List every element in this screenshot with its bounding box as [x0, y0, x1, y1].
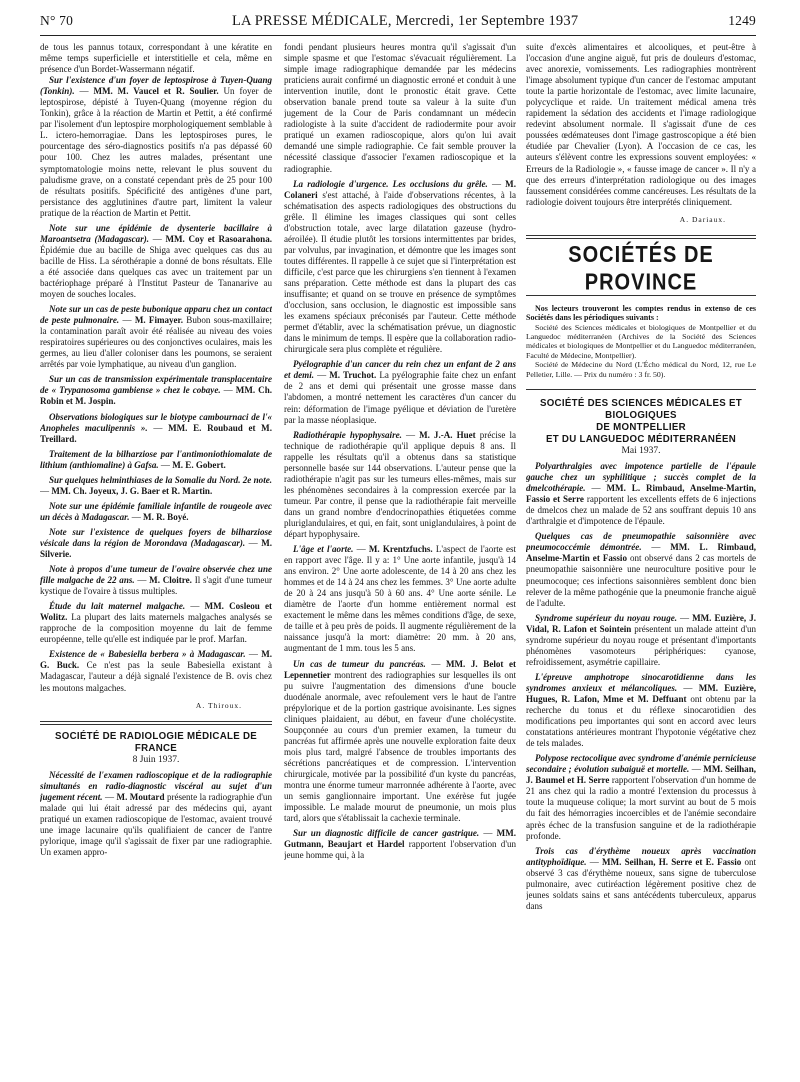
item-authors: M. G. Buck. — [40, 649, 272, 671]
communication-item: Un cas de tumeur du pancréas. — MM. J. Belot et Lepennetier montrent des radiographies sur lesquelles ils ont pu suivre l'augmentation des dimensions d'une boucle duodénale anormale, avec refoulement vers le haut de l'antre prépylorique et de la portion gastrique avoisinante. Les signes cliniques plaidaient, au début, en faveur d'une cholécystite. Soupçonnée au cours d'un premier examen, la tumeur du pancréas fut affirmée après une nouvelle exploration faite deux mois plus tard, malgré l'absence de troubles importants des sécrétions pancréatiques et de compression. L'intervention chirurgicale, motivée par la possibilité d'un kyste du pancréas, montra une énorme tumeur marronnée adhérente à l'aorte, avec un semis ganglionnaire important. Une exérèse fut jugée impossible. Le malade mourut de pneumonie, un mois plus tard, alors que s'établissait la cachexie terminale. — [284, 658, 516, 824]
column-3 — [526, 42, 756, 1072]
item-authors: M. Fimayer. — [134, 315, 183, 326]
item-title: Pyélographie d'un cancer du rein chez un enfant de 2 ans et demi. — [284, 359, 516, 381]
item-text: Un foyer de leptospirose, dépisté à Tuyen-Quang (moyenne région du Tonkin), grâce à la réaction de Martin et Pettit, a été confirmé par l'isolement d'un leptospire morphologiquement semblable à L. ictero-hemorragiae. Dans les leptospiroses pures, le pourcentage des séro-diagnostics positifs n'a pas dépassé 60 pour 100. Chez les autres malades, présentant une symptomatologie moins nette, relevant le plus souvent du paludisme grave, on a constaté cependant près de 25 pour 100 de résultats positifs. Spécificité des antigènes d'une part, persistance des agglutinines d'autre part, limitent la valeur pratique de la réaction de Martin et Pettit. — [40, 86, 272, 218]
communication-item: Sur un cas de transmission expérimentale transplacentaire de « Trypanosoma gambiense » chez le cobaye. — MM. Ch. Robin et M. Jospin. — [40, 374, 272, 407]
item-text: rapportent l'observation d'un jeune homme qui, à la — [284, 839, 516, 861]
communication-item: Note sur une épidémie de dysenterie bacillaire à Maroantsetra (Madagascar). — MM. Coy et Rasoarahona. Épidémie due au bacille de Shiga avec quelques cas dus au bacille de Hiss. La sérothérapie a donné de bons résultats. Elle a été associée dans quelques cas avec un traitement par un bactériophage préparé à l'Institut Pasteur de Tananarive au moyen de souches locales. — [40, 222, 272, 300]
item-title: Traitement de la bilharziose par l'antimoniothiomalate de lithium (anthiomaline) à Gafsa. — [40, 448, 272, 470]
item-text: précise la technique de radiothérapie qu'il applique depuis 8 ans. Il rappelle les résultats qu'il a obtenus dans sa statistique personnelle basée sur 144 observations. L'auteur pense que la radiothérapie n'agit pas sur les tumeurs elles-mêmes, mais sur les phénomènes secondaires à la compression exercée par la tumeur. Par contre, il pense que la radiothérapie fait merveille dans un grand nombre d'endocrinopathies étiquetées comme pluriglandulaires, et qui, en fait, sont uniglandulaires, à point de départ hypophysaire. — [284, 429, 516, 540]
society-title: DE MONTPELLIER — [596, 422, 686, 433]
item-authors: MM. L. Rimbaud, Anselme-Martin, Fassio et Serre — [526, 483, 756, 505]
item-authors: M. Colaneri — [284, 178, 516, 200]
communication-item: Sur un diagnostic difficile de cancer gastrique. — MM. Gutmann, Beaujart et Hardel rapportent l'observation d'un jeune homme qui, à la — [284, 828, 516, 861]
item-authors: M. Truchot. — [329, 370, 377, 381]
item-title: Note à propos d'une tumeur de l'ovaire observée chez une fille malgache de 22 ans. — [40, 564, 272, 586]
item-authors: MM. Euzière, Hugues, R. Lafon, Mme et M. Deffuant — [526, 682, 756, 704]
item-authors: MM. Cosleou et Wolitz. — [40, 601, 272, 623]
item-authors: M. Cloitre. — [149, 575, 192, 586]
item-authors: MM. L. Rimbaud, Anselme-Martin et Fassio — [526, 542, 756, 564]
issue-number: N° 70 — [40, 13, 74, 28]
communication-item: La radiologie d'urgence. Les occlusions du grêle. — M. Colaneri s'est attaché, à l'aide d'observations récentes, à la schématisation des aspects radiologiques des obstructions du grêle. Il élimine les images classiques qui sont celles d'obstruction totale, avec large dilatation gazeuse (hydro-aéroilée). Il étudie plutôt les torsions intermittentes par brides, par volvulus, par invagination, et démontre que les images sont toutes différentes. Il rappelle à ce sujet que si l'interprétation est difficile, c'est parce que les chirurgiens s'en tiennent à l'examen sans préparation. Cette méthode est dans la plupart des cas insuffisante; et quand on se trouve en présence de symptômes d'occlusion, sans occlusion, le diagnostic est impossible sans les examens spéciaux préconisés par l'auteur. Cette méthode permet d'établir, avec la schématisation prévue, un diagnostic dans le minimum de temps. Il espère que la collaboration radio-chirurgicale sera plus complète et régulière. — [284, 178, 516, 355]
communication-item: Polypose rectocolique avec syndrome d'anémie pernicieuse secondaire ; évolution subaiguë et mortelle. — MM. Seilhan, J. Baumel et H. Serre rapportent l'observation d'un homme de 21 ans chez qui la radio a montré l'extension du processus à toute la muqueuse colique; la mort survint au bout de 5 mois du fait des hémorragies incoercibles et de l'anémie secondaire après échec de la transfusion sanguine et de la radiothérapie profonde. — [526, 753, 756, 841]
item-authors: M. E. Gobert. — [172, 459, 226, 470]
item-authors: MM. Seilhan, H. Serre et E. Fassio — [602, 856, 742, 867]
communication-item: Radiothérapie hypophysaire. — M. J.-A. Huet précise la technique de radiothérapie qu'il applique depuis 8 ans. Il rappelle les résultats qu'il a obtenus dans sa statistique personnelle basée sur 144 observations. L'auteur pense que la radiothérapie n'agit pas sur les tumeurs elles-mêmes, mais sur les phénomènes secondaires à la compression exercée par la tumeur. Par contre, il pense que la radiothérapie fait merveille dans un grand nombre d'endocrinopathies étiquetées comme pluriglandulaires, et qui, en fait, sont uniglandulaires, à point de départ hypophysaire. — [284, 429, 516, 540]
item-text: Bubon sous-maxillaire; la contamination paraît avoir été réalisée au niveau des voies respiratoires supérieures ou des conjonctives oculaires, mais les germes, au lieu d'aller coloniser dans les poumons, se seraient arrêtés par voie lymphatique, au niveau d'un ganglion. — [40, 315, 272, 370]
report-signature: A. Dariaux. — [679, 214, 726, 224]
session-date: Mai 1937. — [621, 446, 661, 456]
item-text: montrent des radiographies sur lesquelles ils ont pu suivre l'augmentation des dimensions d'une boucle duodénale anormale, avec refoulement vers le haut de l'antre prépylorique et de la portion gastrique avoisinante. Les signes cliniques plaidaient, au début, en faveur d'une cholécystite. Soupçonnée au cours d'un premier examen, la tumeur du pancréas fut affirmée après une nouvelle exploration faite deux mois plus tard, malgré l'absence de troubles importants des sécrétions pancréatiques et de compression. L'intervention chirurgicale, motivée par la possibilité d'un kyste du pancréas, montra une énorme tumeur marronnée adhérente à l'aorte, avec un semis ganglionnaire important. Une exérèse fut jugée impossible. Le malade mourut de pneumonie, un mois plus tard, alors que s'établissait la cachexie terminale. — [284, 669, 516, 824]
section-divider — [40, 721, 272, 725]
item-authors: MM. M. Vaucel et R. Soulier. — [93, 86, 219, 97]
communication-item: Note sur une épidémie familiale infantile de rougeole avec un décès à Madagascar. — M. R. Boyé. — [40, 500, 272, 522]
page-number: 1249 — [728, 13, 756, 28]
communication-item: Note sur l'existence de quelques foyers de bilharziose vésicale dans la région de Morondava (Madagascar). — M. Silverie. — [40, 526, 272, 560]
item-authors: MM. Gutmann, Beaujart et Hardel — [284, 828, 516, 850]
communication-item: Note à propos d'une tumeur de l'ovaire observée chez une fille malgache de 22 ans. — M. Cloitre. Il s'agit d'une tumeur kystique de l'ovaire à tissus multiples. — [40, 564, 272, 597]
item-title: Note sur une épidémie familiale infantile de rougeole avec un décès à Madagascar. — [40, 500, 272, 522]
item-title: Trois cas d'érythème noueux après vaccination antityphoïdique. — [526, 845, 756, 867]
communication-item: Syndrome supérieur du noyau rouge. — MM. Euzière, J. Vidal, R. Lafon et Sointein présentent un malade atteint d'un syndrome supérieur du noyau rouge et présentant d'importants phénomènes vasomoteurs périphériques: cyanose, refroidissement, asymétrie capillaire. — [526, 612, 756, 667]
header-rule — [40, 35, 756, 36]
item-title: Sur un cas de transmission expérimentale transplacentaire de « Trypanosoma gambiense » chez le cobaye. — [40, 374, 272, 396]
item-title: Polypose rectocolique avec syndrome d'anémie pernicieuse secondaire ; évolution subaiguë et mortelle. — [526, 753, 756, 775]
item-authors: M. Silverie. — [40, 537, 272, 560]
item-text: s'est attaché, à l'aide d'observations récentes, à la schématisation des aspects radiologiques des obstructions du grêle. Il élimine les images classiques qui sont celles d'obstruction totale, avec large dilatation gazeuse (hydro-aéroilée). Il étudie plutôt les torsions intermittentes par brides, par volvulus, par invagination, et démontre que les images sont toutes différentes. Il rappelle à ce sujet que si l'interprétation est difficile, c'est parce que les chirurgiens s'en tiennent à l'examen sans préparation. Cette méthode est dans la plupart des cas insuffisante; et quand on se trouve en présence de symptômes d'occlusion, sans occlusion, le diagnostic est impossible sans les examens spéciaux préconisés par l'auteur. Cette méthode permet d'établir, avec la schématisation prévue, un diagnostic dans le minimum de temps. Il espère que la collaboration radio-chirurgicale sera plus complète et régulière. — [284, 189, 516, 355]
item-title: La radiologie d'urgence. Les occlusions du grêle. — [293, 178, 488, 189]
item-authors: MM. E. Roubaud et M. Treillard. — [40, 422, 272, 444]
column-2 — [284, 42, 516, 1072]
communication-item: Étude du lait maternel malgache. — MM. Cosleou et Wolitz. La plupart des laits maternels malgaches analysés se rapproche de la composition moyenne du lait de femme européenne, telle qu'elle est indiquée par le prof. Marfan. — [40, 601, 272, 645]
communication-item: Sur l'existence d'un foyer de leptospirose à Tuyen-Quang (Tonkin). — MM. M. Vaucel et R. Soulier. Un foyer de leptospirose, dépisté à Tuyen-Quang (moyenne région du Tonkin), grâce à la réaction de Martin et Pettit, a été confirmé par l'isolement d'un leptospire morphologiquement semblable à L. ictero-hemorragiae. Dans les leptospiroses pures, le pourcentage des séro-diagnostics positifs n'a pas dépassé 60 pour 100. Chez les autres malades, présentant une symptomatologie moins nette, relevant le plus souvent du paludisme grave, on a constaté cependant près de 25 pour 100 de résultats positifs. Spécificité des antigènes d'une part, persistance des agglutinines d'autre part, limitent la valeur pratique de la réaction de Martin et Pettit. — [40, 75, 272, 218]
item-authors: MM. Ch. Robin et M. Jospin. — [40, 385, 272, 407]
item-title: Polyarthralgies avec impotence partielle de l'épaule gauche chez un syphilitique ; succès complet de la dmelcothérapie. — [526, 461, 756, 494]
item-text: présentent un malade atteint d'un syndrome supérieur du noyau rouge et présentant d'importants phénomènes vasomoteurs périphériques: cyanose, refroidissement, asymétrie capillaire. — [526, 623, 756, 667]
item-text: L'aspect de l'aorte est en rapport avec l'âge. Il y a: 1° Une aorte infantile, jusqu'à 14 ans environ. 2° Une aorte adolescente, de 14 à 20 ans chez les hommes et de 14 à 24 ans chez les femmes. 3° Une aorte adulte de 20 à 24 ans jusqu'à 50 à 60 ans. 4° Une aorte sénile. Le diamètre de l'aorte d'un homme entièrement normal est exactement le même dans les mêmes conditions d'âge, de sexe, de taille et à peu près de poids. Il augmente régulièrement de la naissance jusqu'à la mort: diamètre: 20 mm. à 20 ans, augmentant de 1 mm. tous les 5 ans. — [284, 544, 516, 654]
communication-item: L'âge et l'aorte. — M. Krentzfuchs. L'aspect de l'aorte est en rapport avec l'âge. Il y a: 1° Une aorte infantile, jusqu'à 14 ans environ. 2° Une aorte adolescente, de 14 à 20 ans chez les hommes et de 14 à 24 ans chez les femmes. 3° Une aorte adulte de 20 à 24 ans jusqu'à 50 à 60 ans. 4° Une aorte sénile. Le diamètre de l'aorte d'un homme entièrement normal est exactement le même dans les mêmes conditions d'âge, de sexe, de taille et à peu près de poids. Il augmente régulièrement de la naissance jusqu'à la mort: diamètre: 20 mm. à 20 ans, augmentant de 1 mm. tous les 5 ans. — [284, 544, 516, 654]
item-title: Note sur une épidémie de dysenterie bacillaire à Maroantsetra (Madagascar). — [40, 222, 272, 244]
item-text: La plupart des laits maternels malgaches analysés se rapproche de la composition moyenne du lait de femme européenne, telle qu'elle est indiquée par le prof. Marfan. — [40, 612, 272, 645]
page-header — [40, 13, 756, 33]
column-1 — [40, 42, 272, 1072]
item-text: présente la radiographie d'un malade qui lui était adressé par des médecins qui, ayant pratiqué un examen radioscopique de l'estomac, avaient trouvé une image lacunaire qu'ils qualifiaient de cancer de l'antre pylorique, image qu'il s'agissait de fixer par une radiographie. Un examen appro- — [40, 791, 272, 857]
item-title: Note sur l'existence de quelques foyers de bilharziose vésicale dans la région de Morondava (Madagascar). — [40, 526, 272, 548]
item-authors: MM. J. Belot et Lepennetier — [284, 658, 516, 680]
intro-periodical: Société des Sciences médicales et biologiques de Montpellier et du Languedoc méditerranéen (Archives de la Société des Sciences médicales et biologiques de Montpellier et du Languedoc méditerranéen, Faculté de Médecine, Montpellier). — [526, 322, 756, 360]
session-date: 8 Juin 1937. — [132, 754, 180, 765]
society-title: SOCIÉTÉ DE RADIOLOGIE MÉDICALE DE FRANCE — [54, 730, 258, 754]
item-title: Un cas de tumeur du pancréas. — [293, 658, 426, 669]
society-title: ET DU LANGUEDOC MÉDITERRANÉEN — [545, 434, 737, 445]
communication-item: Note sur un cas de peste bubonique apparu chez un contact de peste pulmonaire. — M. Fimayer. Bubon sous-maxillaire; la contamination paraît avoir été réalisée au niveau des voies respiratoires supérieures ou des conjonctives oculaires, mais les germes, au lieu d'aller coloniser dans les poumons, se seraient arrêtés par voie lymphatique, au niveau d'un ganglion. — [40, 304, 272, 370]
report-signature: A. Thiroux. — [195, 700, 242, 710]
item-title: Radiothérapie hypophysaire. — [293, 429, 402, 440]
item-authors: M. J.-A. Huet — [419, 429, 476, 440]
communication-item: Sur quelques helminthiases de la Somalie du Nord. 2e note. — MM. Ch. Joyeux, J. G. Baer et R. Martin. — [40, 474, 272, 496]
item-title: Syndrome supérieur du noyau rouge. — [535, 612, 678, 623]
item-authors: MM. Coy et Rasoarahona. — [165, 233, 272, 244]
item-title: L'âge et l'aorte. — [293, 544, 354, 555]
item-title: Observations biologiques sur le biotype cambournaci de l'« Anopheles maculipennis ». — [40, 411, 272, 433]
communication-item: Nécessité de l'examen radioscopique et de la radiographie simultanés en radio-diagnostic viscéral au sujet d'un jugement récent. — M. Moutard présente la radiographie d'un malade qui lui était adressé par des médecins qui, ayant pratiqué un examen radioscopique de l'estomac, avaient trouvé une image lacunaire qu'ils qualifiaient de cancer de l'antre pylorique, image qu'il s'agissait de fixer par une radiographie. Un examen appro- — [40, 769, 272, 857]
item-text: rapportent l'observation d'un homme de 21 ans chez qui la radio a montré l'extension du processus à toute la muqueuse colique; la mort survint au bout de 5 mois du fait des hémorragies incoercibles et de l'anémie secondaire après échec de la transfusion sanguine et de la radiothérapie profonde. — [526, 775, 756, 841]
communication-item: Trois cas d'érythème noueux après vaccination antityphoïdique. — MM. Seilhan, H. Serre et E. Fassio ont observé 3 cas d'érythème noueux, sans signe de tuberculose pulmonaire, avec cutiréaction légèrement positive chez de jeunes soldats sains et sans antécédents tuberculeux, apparus dans — [526, 845, 756, 911]
item-text: ont observé dans 2 cas mortels de pneumopathie saisonnière une neuroculture positive pour le pneumocoque; ces infections saisonnières semblent donc bien relever de la même pathogénie que la pneumonie franche aiguë de l'adulte. — [526, 553, 756, 608]
section-intro — [526, 304, 756, 379]
communication-item: Quelques cas de pneumopathie saisonnière avec pneumococcémie démontrée. — MM. L. Rimbaud, Anselme-Martin et Fassio ont observé dans 2 cas mortels de pneumopathie saisonnière une neuroculture positive pour le pneumocoque; ces infections saisonnières semblent donc bien relever de la même pathogénie que la pneumonie franche aiguë de l'adulte. — [526, 531, 756, 608]
communication-item: L'épreuve amphotrope sinocarotidienne dans les syndromes anxieux et mélancoliques. — MM. Euzière, Hugues, R. Lafon, Mme et M. Deffuant ont obtenu par la recherche du tonus et du réflexe sinocarotidien des modifications peu importantes qui sont en accord avec leurs constatations antérieures montrant l'hypotonie végétative chez de tels malades. — [526, 671, 756, 749]
item-title: Sur un diagnostic difficile de cancer gastrique. — [293, 828, 480, 839]
item-title: Étude du lait maternel malgache. — [49, 601, 186, 612]
communication-item: Traitement de la bilharziose par l'antimoniothiomalate de lithium (anthiomaline) à Gafsa. — M. E. Gobert. — [40, 448, 272, 470]
column-opening: de tous les pannus totaux, correspondant à une kératite en même temps superficielle et interstitielle et cela, même en présence d'un Bordet-Wassermann négatif. — [40, 42, 272, 75]
item-authors: MM. Seilhan, J. Baumel et H. Serre — [526, 764, 756, 786]
item-authors: M. Moutard — [116, 791, 165, 802]
section-divider — [526, 389, 756, 390]
item-title: Quelques cas de pneumopathie saisonnière avec pneumococcémie démontrée. — [526, 531, 756, 553]
item-authors: M. Krentzfuchs. — [368, 544, 433, 555]
intro-lead: Nos lecteurs trouveront les comptes rendus in extenso de ces Sociétés dans les périodiques suivants : — [526, 303, 756, 323]
section-divider — [526, 235, 756, 239]
column-opening: fondi pendant plusieurs heures montra qu'il s'agissait d'un simple spasme et que l'estomac s'évacuait régulièrement. La simple image radiographique demandée par les médecins praticiens aurait confirmé un diagnostic erroné et conduit à une intervention inutile, dont le pronostic était grave. Cette observation banale prend toute sa valeur à la suite d'un jugement de la Cour de Paris condamnant un médecin radiologiste à la suite d'accident de radiodermite pour avoir pratiqué un examen radioscopique, alors qu'on lui avait demandé une simple radiographie. Ce fait semble prouver la nécessité classique d'associer l'examen radioscopique et la radiographie. — [284, 42, 516, 174]
item-authors: MM. Ch. Joyeux, J. G. Baer et R. Martin. — [51, 485, 213, 496]
communication-list — [40, 75, 272, 693]
item-text: Ce n'est pas la seule Babesiella existant à Madagascar, l'auteur a déjà signalé l'existence de B. ovis chez les moutons malgaches. — [40, 660, 272, 693]
item-authors: MM. Euzière, J. Vidal, R. Lafon et Sointein — [526, 612, 756, 634]
communication-item: Observations biologiques sur le biotype cambournaci de l'« Anopheles maculipennis ». — MM. E. Roubaud et M. Treillard. — [40, 411, 272, 444]
intro-periodical: Société de Médecine du Nord (L'Écho médical du Nord, 12, rue Le Pelletier, Lille. — Prix du numéro : 3 fr. 50). — [526, 360, 756, 379]
communication-item: Existence de « Babesiella berbera » à Madagascar. — M. G. Buck. Ce n'est pas la seule Babesiella existant à Madagascar, l'auteur a déjà signalé l'existence de B. ovis chez les moutons malgaches. — [40, 649, 272, 693]
item-authors: M. R. Boyé. — [143, 511, 189, 522]
column-opening: suite d'excès alimentaires et alcooliques, et peut-être à l'occasion d'une angine aiguë, fut pris de douleurs d'estomac, avec anorexie, vomissements. Les radiographies montrèrent l'image absolument typique d'un cancer de l'estomac amputant toute la partie horizontale de l'estomac, avec limite lacunaire, polycyclique et raide. Un traitement médical amena très rapidement la sédation des accidents et l'image radiologique redevint absolument normale. Il s'agissait d'une de ces poussées œdémateuses dont l'image gastroscopique a été bien étudiée par Chevalier (Lyon). A l'occasion de ce cas, les auteurs s'élèvent contre les expressions souvent employées: « Erreurs de la Radiologie », « fausse image de cancer ». Il n'y a que des erreurs d'interprétation radiologique ou des images faussement considérées comme cancéreuses. Les résultats de la radiologie doivent toujours être interprétés cliniquement. — [526, 42, 756, 207]
item-title: Sur l'existence d'un foyer de leptospirose à Tuyen-Quang (Tonkin). — [40, 75, 272, 97]
item-text: La pyélographie faite chez un enfant de 2 ans et demi qui présentait une grosse masse dans l'abdomen, a montré nettement les caractères d'un cancer du rein: déformation de l'image pyélique et déviation de l'uretère par la masse néoplasique. — [284, 370, 516, 425]
item-title: L'épreuve amphotrope sinocarotidienne dans les syndromes anxieux et mélancoliques. — [526, 671, 756, 693]
journal-title: LA PRESSE MÉDICALE, Mercredi, 1er Septembre 1937 — [232, 13, 579, 29]
item-title: Nécessité de l'examen radioscopique et de la radiographie simultanés en radio-diagnostic viscéral au sujet d'un jugement récent. — [40, 769, 272, 802]
item-title: Sur quelques helminthiases de la Somalie du Nord. 2e note. — [49, 474, 272, 485]
item-text: rapportent les excellents effets de 6 injections de dmelcos chez un malade de 52 ans souffrant depuis 10 ans d'arthralgie et d'impotence de l'épaule. — [526, 494, 756, 527]
item-title: Note sur un cas de peste bubonique apparu chez un contact de peste pulmonaire. — [40, 304, 272, 326]
communication-item: Pyélographie d'un cancer du rein chez un enfant de 2 ans et demi. — M. Truchot. La pyélographie faite chez un enfant de 2 ans et demi qui présentait une grosse masse dans l'abdomen, a montré nettement les caractères d'un cancer du rein: déformation de l'image pyélique et déviation de l'uretère par la masse néoplasique. — [284, 359, 516, 425]
item-text: ont obtenu par la recherche du tonus et du réflexe sinocarotidien des modifications peu importantes qui sont en accord avec leurs constatations antérieures montrant l'hypotonie végétative chez de tels malades. — [526, 693, 756, 749]
communication-item: Polyarthralgies avec impotence partielle de l'épaule gauche chez un syphilitique ; succès complet de la dmelcothérapie. — MM. L. Rimbaud, Anselme-Martin, Fassio et Serre rapportent les excellents effets de 6 injections de dmelcos chez un malade de 52 ans souffrant depuis 10 ans d'arthralgie et d'impotence de l'épaule. — [526, 461, 756, 527]
section-title: SOCIÉTÉS DE PROVINCE — [568, 242, 714, 296]
society-title: SOCIÉTÉ DES SCIENCES MÉDICALES ET BIOLOGIQUES — [539, 398, 743, 421]
item-title: Existence de « Babesiella berbera » à Madagascar. — [49, 649, 246, 660]
item-text: ont observé 3 cas d'érythème noueux, sans signe de tuberculose pulmonaire, avec cutiréaction légèrement positive chez de jeunes soldats sains et sans antécédents tuberculeux, apparus dans — [526, 856, 756, 911]
item-text: Épidémie due au bacille de Shiga avec quelques cas dus au bacille de Hiss. La sérothérapie a donné de bons résultats. Elle a été associée dans quelques cas avec un traitement par un bactériophage préparé à l'Institut Pasteur de Tananarive au moyen de souches locales. — [40, 244, 272, 300]
item-text: Il s'agit d'une tumeur kystique de l'ovaire à tissus multiples. — [40, 575, 272, 597]
